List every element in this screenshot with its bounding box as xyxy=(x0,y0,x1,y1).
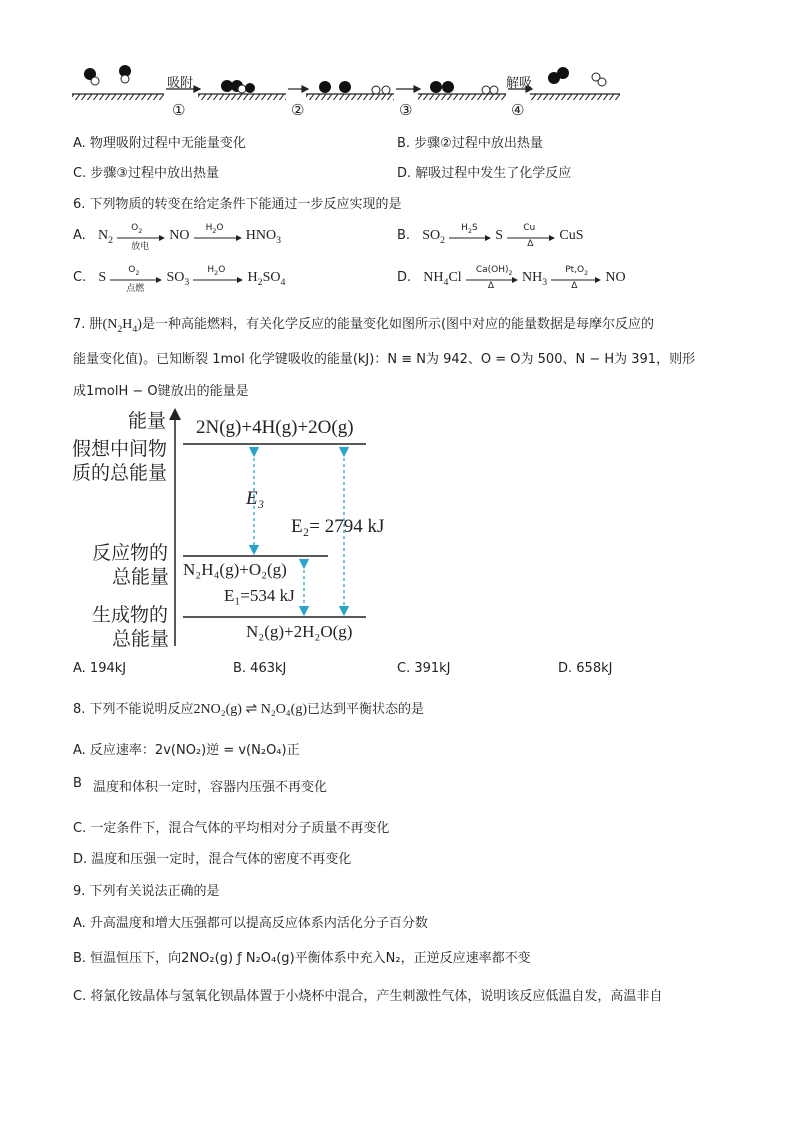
q7-option-d: D. 658kJ xyxy=(558,661,613,676)
q6-option-a: A. $N_2$ $O_2$ 放电 NO $H_2O$ $HNO_3$ xyxy=(73,222,282,252)
q5-option-d: D. 解吸过程中发生了化学反应 xyxy=(397,166,572,181)
surface-5 xyxy=(530,94,620,100)
level-mid-species: N₂H₄(g)+O₂(g) xyxy=(183,560,287,579)
q6-option-b: B. $SO_2$ $H_2S$ S Cu Δ CuS xyxy=(397,222,584,249)
molecules-stage-3 xyxy=(319,81,390,94)
molecules-stage-5 xyxy=(548,67,606,86)
q7-option-b: B. 463kJ xyxy=(233,661,287,676)
q8-option-c: C. 一定条件下，混合气体的平均相对分子质量不再变化 xyxy=(73,821,390,836)
q7-option-c: C. 391kJ xyxy=(397,661,451,676)
q7-line-2: 能量变化值)。已知断裂 1mol 化学键吸收的能量(kJ)：N ≡ N为 942、O = O为 500、N − H为 391，则形 xyxy=(73,352,696,367)
q8-option-a: A. 反应速率：2v(NO₂)逆 = v(N₂O₄)正 xyxy=(73,743,300,758)
level-top-label-1: 假想中间物 xyxy=(72,438,168,460)
q9-option-c: C. 将氯化铵晶体与氢氧化钡晶体置于小烧杯中混合，产生刺激性气体，说明该反应低温自发，高温非自 xyxy=(73,989,663,1004)
level-mid-label-1: 反应物的 xyxy=(92,542,169,564)
q5-option-a: A. 物理吸附过程中无能量变化 xyxy=(73,136,246,151)
q8-option-b-letter: B xyxy=(73,776,82,791)
step-2-label: ② xyxy=(291,101,305,119)
level-mid-label-2: 总能量 xyxy=(112,566,170,588)
surface-1 xyxy=(72,94,164,100)
surface-3 xyxy=(306,94,394,100)
q9-stem: 9. 下列有关说法正确的是 xyxy=(73,884,220,899)
q8-option-d: D. 温度和压强一定时，混合气体的密度不再变化 xyxy=(73,852,352,867)
molecules-stage-4 xyxy=(430,81,498,94)
q5-option-b: B. 步骤②过程中放出热量 xyxy=(397,136,543,151)
step-4-label: ④ xyxy=(511,101,525,119)
q6-stem: 6. 下列物质的转变在给定条件下能通过一步反应实现的是 xyxy=(73,197,402,212)
label-e2: E₂= 2794 kJ xyxy=(291,516,385,537)
q7-line-3: 成1molH − O键放出的能量是 xyxy=(73,384,249,399)
level-bot-species: N₂(g)+2H₂O(g) xyxy=(246,622,353,641)
adsorption-figure xyxy=(68,62,628,124)
q7-option-a: A. 194kJ xyxy=(73,661,127,676)
level-bot-label-2: 总能量 xyxy=(112,628,170,650)
surface-4 xyxy=(418,94,506,100)
label-adsorb: 吸附 xyxy=(167,76,194,91)
q9-option-b: B. 恒温恒压下，向2NO₂(g) ƒ N₂O₄(g)平衡体系中充入N₂，正逆反应速率都不变 xyxy=(73,951,531,966)
q8-option-b: 温度和体积一定时，容器内压强不再变化 xyxy=(93,780,328,795)
q7-line-1: 7. 肼$(N_2H_4)$是一种高能燃料，有关化学反应的能量变化如图所示(图中对应的能量数据是每摩尔反应的 xyxy=(73,317,655,335)
q6-option-d: D. $NH_4Cl$ $Ca(OH)_2$ Δ $NH_3$ $Pt,O_2$ Δ NO xyxy=(397,264,626,291)
step-3-label: ③ xyxy=(399,101,413,119)
label-e1: E₁=534 kJ xyxy=(224,586,295,605)
axis-label-energy: 能量 xyxy=(128,410,167,432)
q9-option-a: A. 升高温度和增大压强都可以提高反应体系内活化分子百分数 xyxy=(73,916,428,931)
step-1-label: ① xyxy=(172,101,186,119)
q8-stem: 8. 下列不能说明反应2NO₂(g) ⇌ N₂O₄(g)已达到平衡状态的是 xyxy=(73,702,425,717)
level-bot-label-1: 生成物的 xyxy=(92,604,169,626)
molecules-stage-1 xyxy=(84,65,131,85)
q5-option-c: C. 步骤③过程中放出热量 xyxy=(73,166,219,181)
q6-option-c: C. S $O_2$ 点燃 $SO_3$ $H_2O$ $H_2SO_4$ xyxy=(73,264,286,294)
surface-2 xyxy=(198,94,286,100)
label-desorb: 解吸 xyxy=(506,76,533,91)
label-e3: E₃ xyxy=(246,488,265,509)
level-top-label-2: 质的总能量 xyxy=(72,462,168,484)
level-top-species: 2N(g)+4H(g)+2O(g) xyxy=(196,417,354,438)
molecules-stage-2 xyxy=(221,80,255,93)
